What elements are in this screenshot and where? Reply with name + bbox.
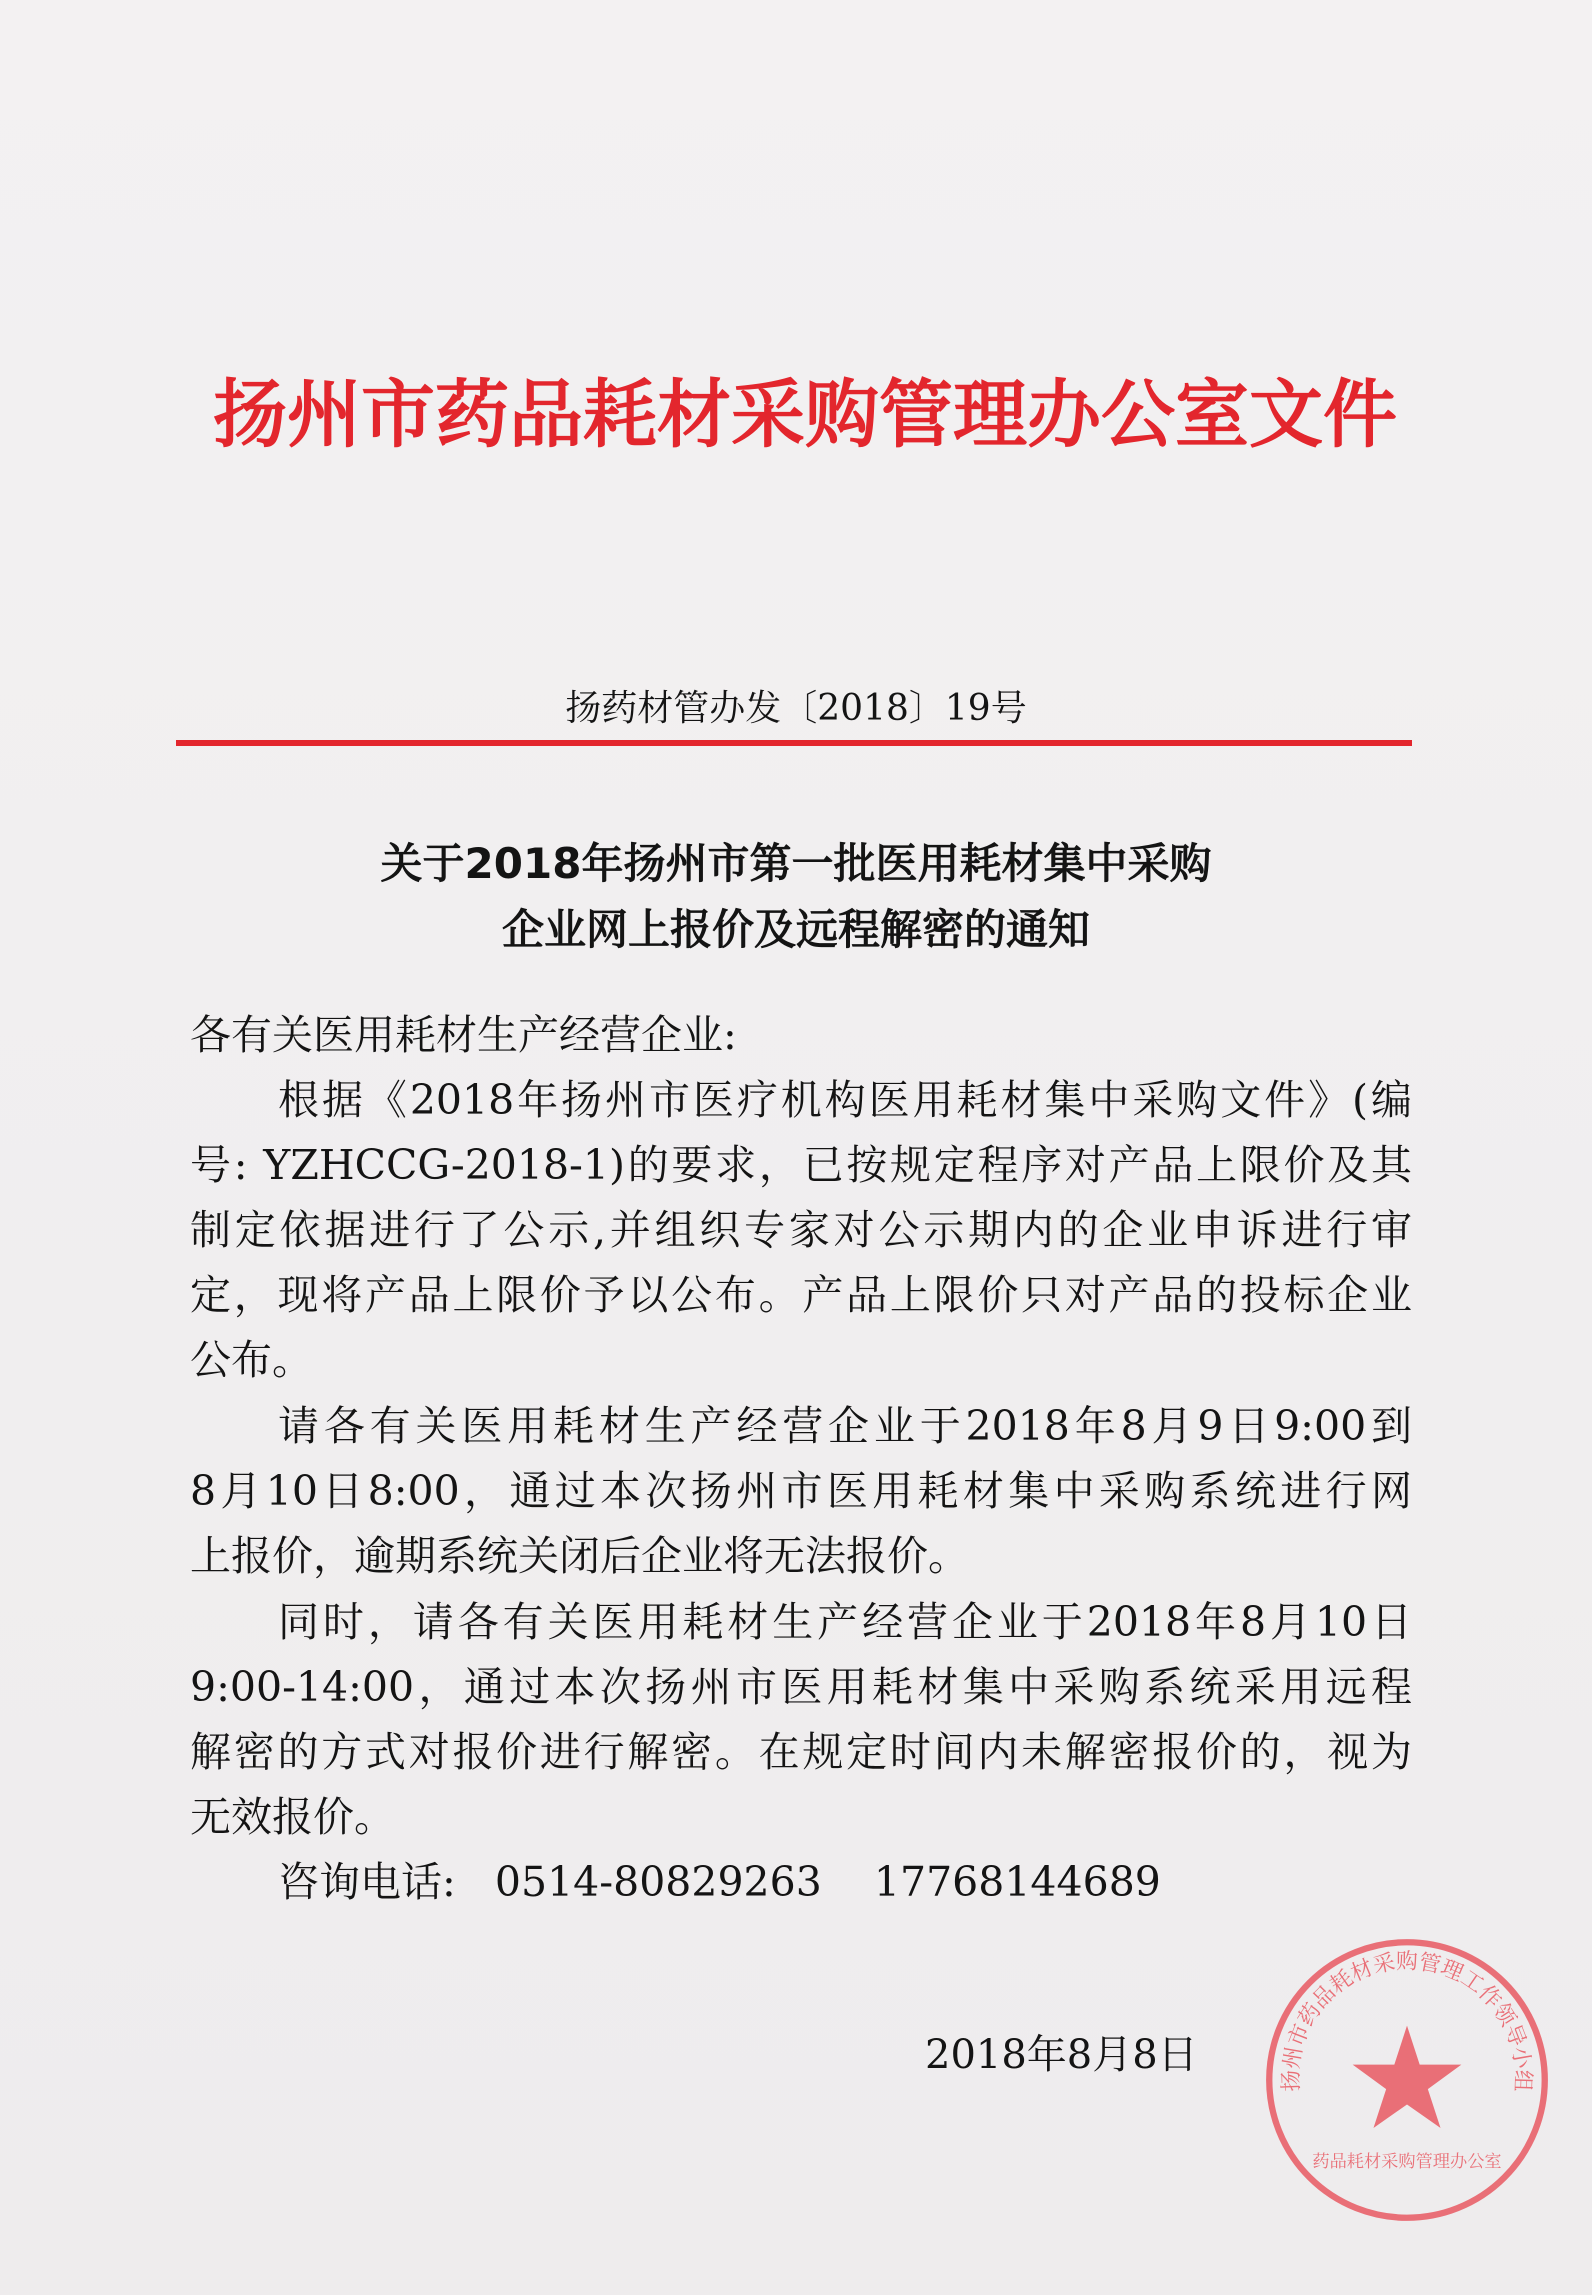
body-line: 定，现将产品上限价予以公布。产品上限价只对产品的投标企业 <box>190 1271 1412 1319</box>
seal-star-icon <box>1353 2026 1462 2128</box>
salutation: 各有关医用耗材生产经营企业: <box>190 1011 737 1059</box>
contact-phone-line: 咨询电话: 0514-80829263 17768144689 <box>278 1858 1161 1906</box>
issue-date: 2018年8月8日 <box>925 2032 1198 2078</box>
seal-inner-text: 药品耗材采购管理办公室 <box>1312 2152 1502 2172</box>
body-line: 同时，请各有关医用耗材生产经营企业于2018年8月10日 <box>278 1598 1412 1646</box>
notice-title-line-1: 关于2018年扬州市第一批医用耗材集中采购 <box>380 839 1212 888</box>
seal-outer-text: 扬州市药品耗材采购管理工作领导小组 <box>1278 1949 1536 2092</box>
body-line: 上报价，逾期系统关闭后企业将无法报价。 <box>190 1532 969 1580</box>
body-line: 9:00-14:00，通过本次扬州市医用耗材集中采购系统采用远程 <box>190 1663 1412 1711</box>
issuing-org-title: 扬州市药品耗材采购管理办公室文件 <box>213 372 1397 458</box>
red-divider <box>176 740 1412 746</box>
body-line: 号: YZHCCG-2018-1)的要求，已按规定程序对产品上限价及其 <box>190 1141 1412 1189</box>
body-line: 解密的方式对报价进行解密。在规定时间内未解密报价的，视为 <box>190 1728 1412 1776</box>
body-line: 8月10日8:00，通过本次扬州市医用耗材集中采购系统进行网 <box>190 1467 1412 1515</box>
document-number: 扬药材管办发〔2018〕19号 <box>565 688 1027 729</box>
body-line: 制定依据进行了公示,并组织专家对公示期内的企业申诉进行审 <box>190 1206 1412 1254</box>
body-line: 请各有关医用耗材生产经营企业于2018年8月9日9:00到 <box>278 1402 1412 1450</box>
body-line: 公布。 <box>190 1336 313 1384</box>
body-line: 无效报价。 <box>190 1793 395 1841</box>
official-seal <box>1262 1935 1552 2225</box>
body-line: 根据《2018年扬州市医疗机构医用耗材集中采购文件》(编 <box>278 1076 1412 1124</box>
notice-title-line-2: 企业网上报价及远程解密的通知 <box>501 905 1090 954</box>
